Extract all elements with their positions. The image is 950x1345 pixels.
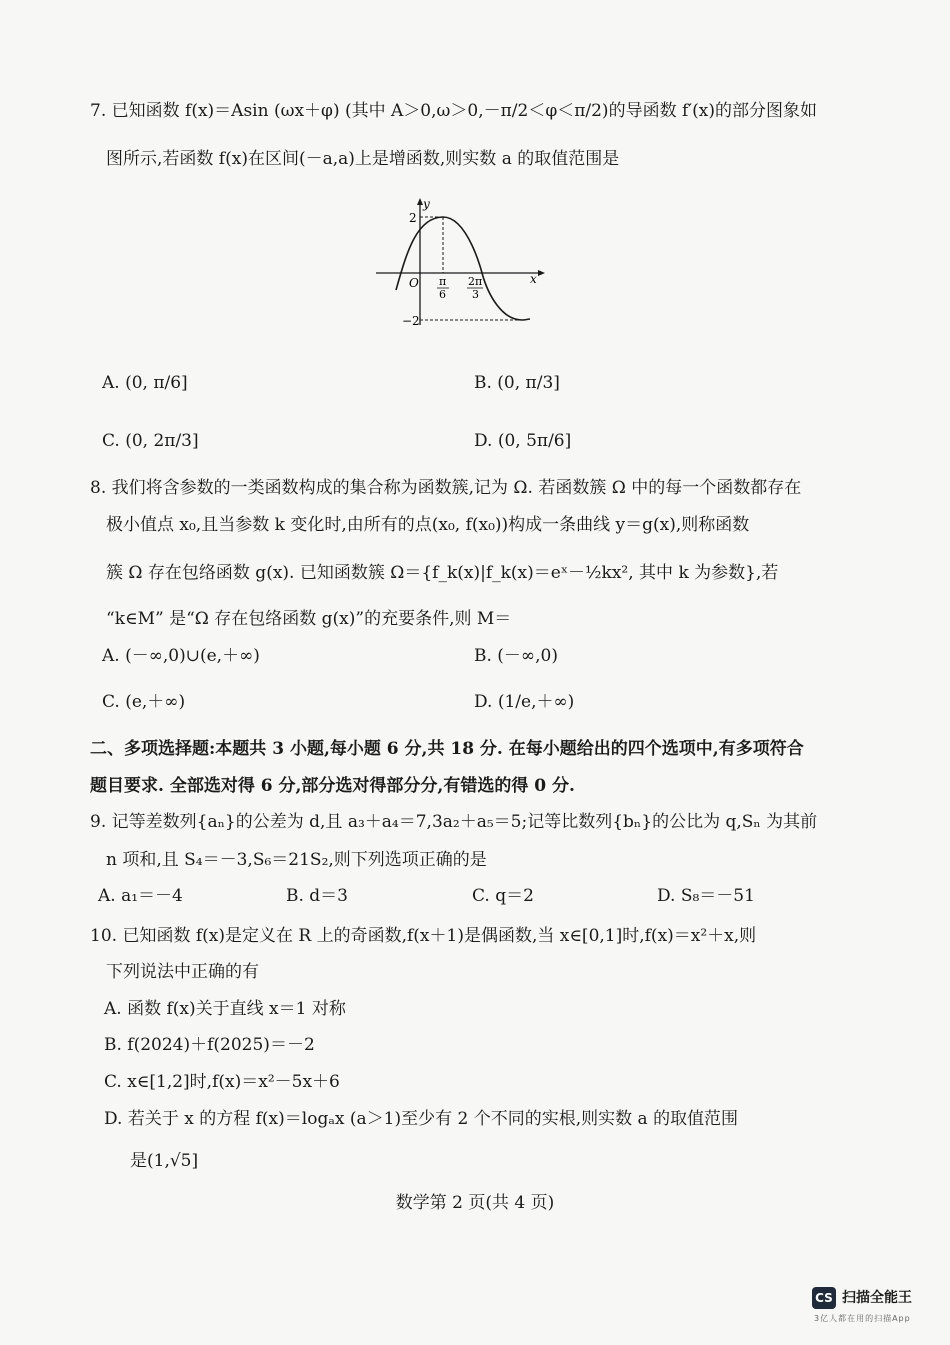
q7-option-a[interactable]: A. (0, π/6] <box>102 373 188 393</box>
graph-x-label: x <box>530 272 537 286</box>
q7-option-d[interactable]: D. (0, 5π/6] <box>474 431 572 451</box>
watermark-name: 扫描全能王 <box>842 1290 912 1306</box>
watermark-subtitle: 3亿人都在用的扫描App <box>814 1314 911 1323</box>
q10-option-a[interactable]: A. 函数 f(x)关于直线 x＝1 对称 <box>104 999 346 1019</box>
q7-line1: 7. 已知函数 f(x)＝Asin (ωx＋φ) (其中 A＞0,ω＞0,－π/2＜φ＜π/2)的导函数 f′(x)的部分图象如 <box>90 101 817 121</box>
graph-tick1-den: 6 <box>439 288 446 301</box>
graph-tick1-num: π <box>439 275 447 288</box>
q10-line1: 10. 已知函数 f(x)是定义在 R 上的奇函数,f(x＋1)是偶函数,当 x∈[0,1]时,f(x)＝x²＋x,则 <box>90 926 757 946</box>
section2-heading-line1: 二、多项选择题:本题共 3 小题,每小题 6 分,共 18 分. 在每小题给出的四个选项中,有多项符合 <box>90 739 804 759</box>
graph-y-top-label: 2 <box>409 211 417 225</box>
q10-option-b[interactable]: B. f(2024)＋f(2025)＝－2 <box>104 1035 315 1055</box>
q7-derivative-graph <box>370 195 550 335</box>
x-axis-arrow-icon <box>538 270 545 276</box>
scanner-watermark <box>812 1285 932 1331</box>
q9-option-d[interactable]: D. S₈＝－51 <box>657 886 755 906</box>
q8-line2: 极小值点 x₀,且当参数 k 变化时,由所有的点(x₀, f(x₀))构成一条曲线 y＝g(x),则称函数 <box>106 515 750 535</box>
q8-option-d[interactable]: D. (1/e,＋∞) <box>474 692 575 712</box>
q10-option-c[interactable]: C. x∈[1,2]时,f(x)＝x²－5x＋6 <box>104 1072 340 1092</box>
q7-option-b[interactable]: B. (0, π/3] <box>474 373 560 393</box>
q10-line2: 下列说法中正确的有 <box>106 962 259 982</box>
graph-tick2-num: 2π <box>468 275 483 288</box>
q8-line4: “k∈M” 是“Ω 存在包络函数 g(x)”的充要条件,则 M＝ <box>106 609 512 629</box>
q7-line2: 图所示,若函数 f(x)在区间(－a,a)上是增函数,则实数 a 的取值范围是 <box>106 149 620 169</box>
section2-heading-line2: 题目要求. 全部选对得 6 分,部分选对得部分分,有错选的得 0 分. <box>90 776 575 796</box>
q10-option-d-cont: 是(1,√5] <box>130 1151 199 1171</box>
q8-option-c[interactable]: C. (e,＋∞) <box>102 692 186 712</box>
q9-option-b[interactable]: B. d＝3 <box>286 886 348 906</box>
q9-option-c[interactable]: C. q＝2 <box>472 886 534 906</box>
q10-option-d[interactable]: D. 若关于 x 的方程 f(x)＝logₐx (a＞1)至少有 2 个不同的实根,则实数 a 的取值范围 <box>104 1109 739 1129</box>
q8-option-a[interactable]: A. (－∞,0)∪(e,＋∞) <box>102 646 260 666</box>
graph-tick2-den: 3 <box>472 288 479 301</box>
q8-line3: 簇 Ω 存在包络函数 g(x). 已知函数簇 Ω＝{f_k(x)|f_k(x)＝eˣ－½kx², 其中 k 为参数},若 <box>106 563 779 583</box>
q8-line1: 8. 我们将含参数的一类函数构成的集合称为函数簇,记为 Ω. 若函数簇 Ω 中的每一个函数都存在 <box>90 478 802 498</box>
q9-line1: 9. 记等差数列{aₙ}的公差为 d,且 a₃＋a₄＝7,3a₂＋a₅＝5;记等比数列{bₙ}的公比为 q,Sₙ 为其前 <box>90 812 818 832</box>
graph-y-bottom-label: −2 <box>402 314 420 328</box>
camscanner-logo-icon: CS <box>812 1287 836 1309</box>
page-footer: 数学第 2 页(共 4 页) <box>395 1193 555 1213</box>
derivative-curve <box>396 217 530 320</box>
graph-origin-label: O <box>409 276 419 290</box>
q9-option-a[interactable]: A. a₁＝－4 <box>98 886 183 906</box>
q8-option-b[interactable]: B. (－∞,0) <box>474 646 558 666</box>
q7-option-c[interactable]: C. (0, 2π/3] <box>102 431 199 451</box>
graph-y-label: y <box>423 197 430 211</box>
q9-line2: n 项和,且 S₄＝－3,S₆＝21S₂,则下列选项正确的是 <box>106 850 487 870</box>
